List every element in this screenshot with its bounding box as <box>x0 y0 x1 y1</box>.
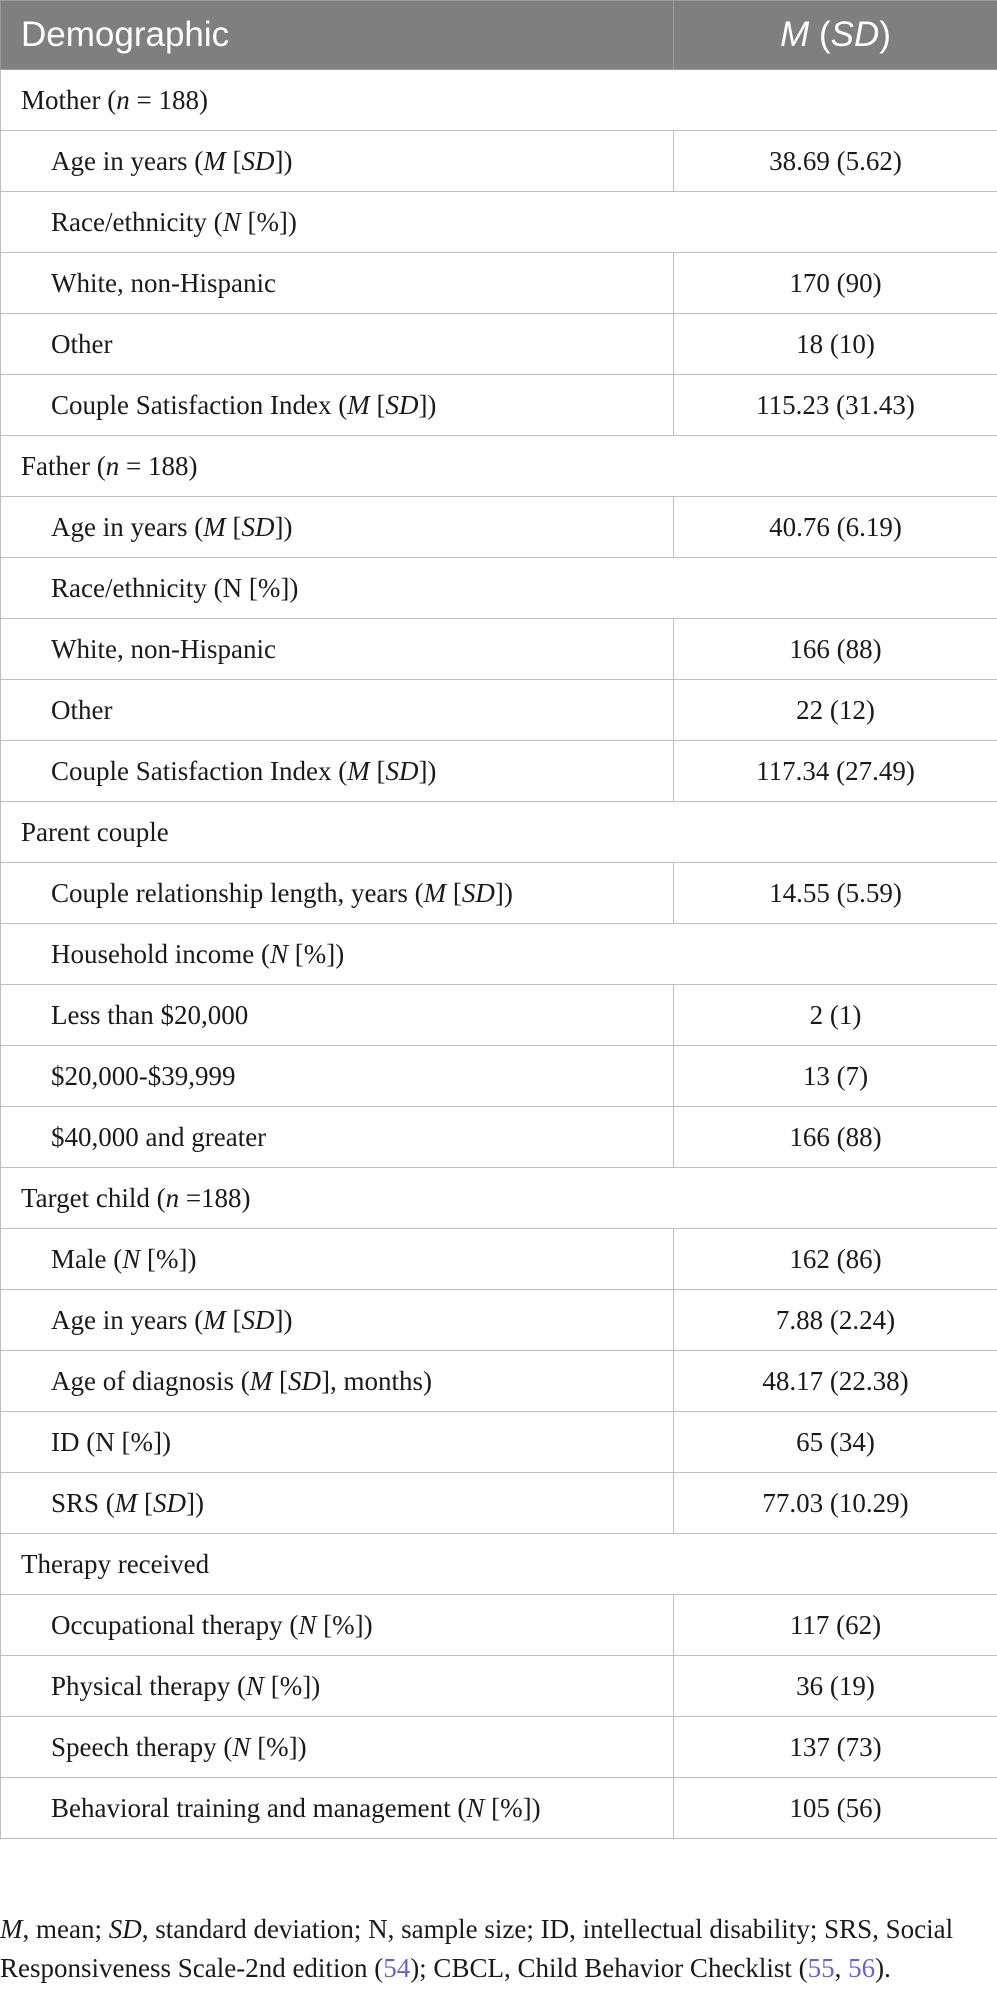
row-label: White, non-Hispanic <box>1 619 674 680</box>
header-sd: SD <box>830 15 880 54</box>
header-row <box>1 1 997 70</box>
header-m: M <box>780 15 810 54</box>
table-row <box>1 1046 997 1107</box>
row-label: Household income (N [%]) <box>1 924 997 985</box>
table-row <box>1 1717 997 1778</box>
table-row <box>1 1473 997 1534</box>
row-label: Less than $20,000 <box>1 985 674 1046</box>
row-value: 18 (10) <box>674 314 997 375</box>
section-label: Therapy received <box>1 1534 997 1595</box>
table-row <box>1 1290 997 1351</box>
table-row <box>1 131 997 192</box>
table-row <box>1 1595 997 1656</box>
row-label: Age in years (M [SD]) <box>1 1290 674 1351</box>
row-label: Age of diagnosis (M [SD], months) <box>1 1351 674 1412</box>
header-demographic: Demographic <box>1 1 674 70</box>
row-value: 7.88 (2.24) <box>674 1290 997 1351</box>
table-row <box>1 619 997 680</box>
table-row <box>1 1229 997 1290</box>
header-close-paren: ) <box>879 15 891 54</box>
row-label: Physical therapy (N [%]) <box>1 1656 674 1717</box>
row-label: ID (N [%]) <box>1 1412 674 1473</box>
row-value: 77.03 (10.29) <box>674 1473 997 1534</box>
section-label: Mother (n = 188) <box>1 70 997 131</box>
table-footnote: M, mean; SD, standard deviation; N, sample size; ID, intellectual disability; SRS, Social Responsiveness Scale-2nd edition (54); CBCL, Child Behavior Checklist (55, 56). <box>0 1914 954 1983</box>
row-label: Race/ethnicity (N [%]) <box>1 192 997 253</box>
section-row-father <box>1 436 997 497</box>
reference-link-56[interactable]: 56 <box>848 1953 876 1983</box>
section-label: Father (n = 188) <box>1 436 997 497</box>
row-label: Race/ethnicity (N [%]) <box>1 558 997 619</box>
row-value: 38.69 (5.62) <box>674 131 997 192</box>
row-label: Age in years (M [SD]) <box>1 131 674 192</box>
section-row-target-child <box>1 1168 997 1229</box>
table-row <box>1 497 997 558</box>
row-label: Couple relationship length, years (M [SD]) <box>1 863 674 924</box>
table-row <box>1 1412 997 1473</box>
row-value: 65 (34) <box>674 1412 997 1473</box>
row-label: Other <box>1 314 674 375</box>
table-row <box>1 985 997 1046</box>
row-value: 115.23 (31.43) <box>674 375 997 436</box>
row-value: 137 (73) <box>674 1717 997 1778</box>
row-label: Age in years (M [SD]) <box>1 497 674 558</box>
row-label: $20,000-$39,999 <box>1 1046 674 1107</box>
row-label: Behavioral training and management (N [%]) <box>1 1778 674 1839</box>
section-row-parent-couple <box>1 802 997 863</box>
row-label: Couple Satisfaction Index (M [SD]) <box>1 375 674 436</box>
table-row <box>1 1778 997 1839</box>
table-row <box>1 863 997 924</box>
subsection-row <box>1 924 997 985</box>
row-value: 14.55 (5.59) <box>674 863 997 924</box>
subsection-row <box>1 558 997 619</box>
row-value: 48.17 (22.38) <box>674 1351 997 1412</box>
row-value: 2 (1) <box>674 985 997 1046</box>
row-value: 36 (19) <box>674 1656 997 1717</box>
section-row-mother <box>1 70 997 131</box>
row-label: White, non-Hispanic <box>1 253 674 314</box>
table-row <box>1 1107 997 1168</box>
table-header <box>1 1 997 70</box>
table-row <box>1 1351 997 1412</box>
row-label: $40,000 and greater <box>1 1107 674 1168</box>
row-label: Speech therapy (N [%]) <box>1 1717 674 1778</box>
table-row <box>1 741 997 802</box>
row-value: 170 (90) <box>674 253 997 314</box>
row-value: 22 (12) <box>674 680 997 741</box>
row-value: 162 (86) <box>674 1229 997 1290</box>
row-value: 117 (62) <box>674 1595 997 1656</box>
reference-link-54[interactable]: 54 <box>383 1953 411 1983</box>
table-row <box>1 314 997 375</box>
header-open-paren: ( <box>809 15 831 54</box>
row-value: 166 (88) <box>674 619 997 680</box>
row-label: Occupational therapy (N [%]) <box>1 1595 674 1656</box>
table-row <box>1 375 997 436</box>
header-m-sd <box>674 1 997 70</box>
row-value: 117.34 (27.49) <box>674 741 997 802</box>
row-value: 40.76 (6.19) <box>674 497 997 558</box>
row-label: Male (N [%]) <box>1 1229 674 1290</box>
reference-link-55[interactable]: 55 <box>807 1953 835 1983</box>
table-row <box>1 680 997 741</box>
row-label: Other <box>1 680 674 741</box>
row-value: 105 (56) <box>674 1778 997 1839</box>
section-label: Parent couple <box>1 802 997 863</box>
row-value: 13 (7) <box>674 1046 997 1107</box>
row-label: SRS (M [SD]) <box>1 1473 674 1534</box>
section-row-therapy-received <box>1 1534 997 1595</box>
subsection-row <box>1 192 997 253</box>
row-label: Couple Satisfaction Index (M [SD]) <box>1 741 674 802</box>
section-label: Target child (n =188) <box>1 1168 997 1229</box>
row-value: 166 (88) <box>674 1107 997 1168</box>
table-row <box>1 1656 997 1717</box>
table-row <box>1 253 997 314</box>
